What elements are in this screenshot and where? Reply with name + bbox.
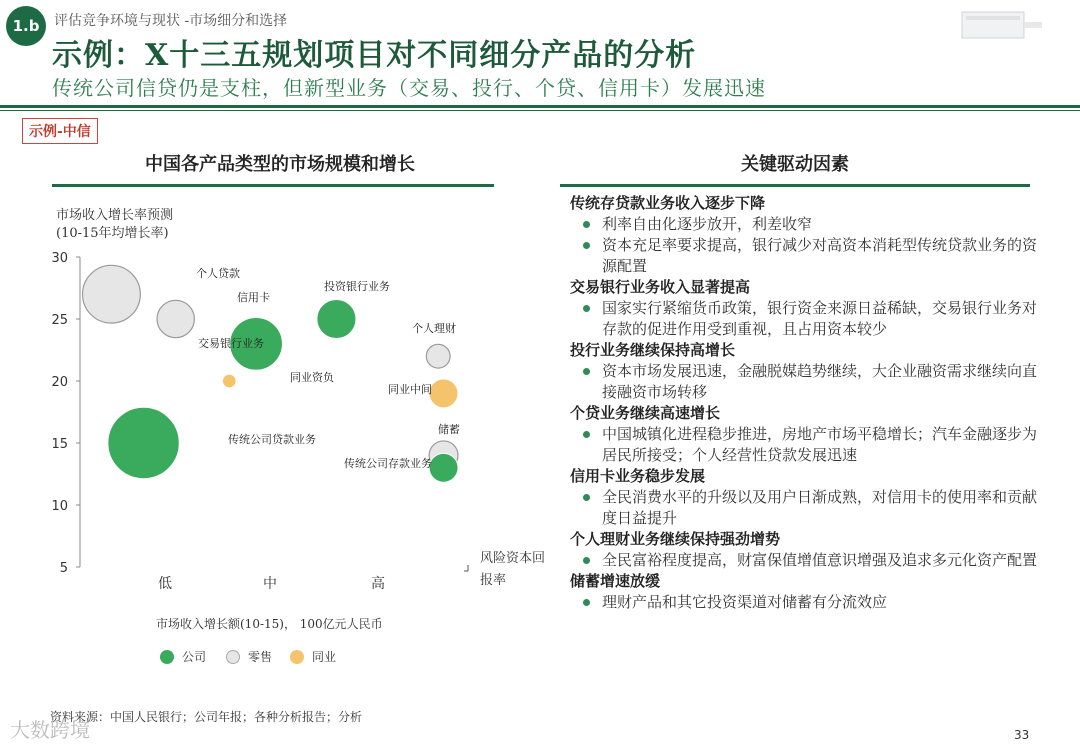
bubble (83, 265, 141, 323)
drivers-heading-rule (560, 184, 1030, 187)
logo-icon (960, 8, 1044, 42)
example-tag: 示例-中信 (22, 118, 98, 144)
x-tick-label: 低 (158, 576, 172, 592)
bubble-label: 个人贷款 (196, 267, 240, 280)
legend-label: 零售 (248, 650, 273, 664)
y-axis-label: 市场收入增长率预测 (56, 208, 174, 223)
y-tick-label: 30 (51, 251, 68, 266)
driver-bullet: 理财产品和其它投资渠道对储蓄有分流效应 (570, 592, 1040, 613)
legend-dot-icon (160, 650, 174, 664)
legend-label: 公司 (182, 650, 207, 664)
driver-bullet: 中国城镇化进程稳步推进，房地产市场平稳增长；汽车金融逐步为居民所接受；个人经营性贷款发展迅速 (570, 424, 1040, 466)
x-tick-label: 中 (263, 576, 277, 592)
header-divider-thin (0, 110, 1080, 111)
driver-heading: 信用卡业务稳步发展 (570, 467, 706, 485)
driver-heading: 传统存贷款业务收入逐步下降 (570, 194, 766, 212)
bubble-label: 传统公司贷款业务 (228, 433, 316, 446)
chart-heading: 中国各产品类型的市场规模和增长 (145, 154, 415, 175)
drivers-heading: 关键驱动因素 (741, 154, 849, 175)
bubble (426, 344, 450, 368)
bubble (108, 407, 179, 478)
legend-dot-icon (290, 650, 304, 664)
section-badge: 1.b (6, 6, 46, 46)
drivers-list (570, 193, 1040, 613)
driver-heading: 投行业务继续保持高增长 (570, 341, 736, 359)
y-axis-sublabel: (10-15年均增长率) (56, 226, 169, 241)
driver-heading: 个贷业务继续高速增长 (570, 404, 721, 422)
driver-bullet: 国家实行紧缩货币政策，银行资金来源日益稀缺，交易银行业务对存款的促进作用受到重视，且占用资本较少 (570, 298, 1040, 340)
y-tick-label: 25 (51, 313, 68, 328)
bubble (222, 374, 236, 388)
y-tick-label: 5 (59, 561, 68, 576)
header-divider (0, 105, 1080, 108)
driver-heading: 交易银行业务收入显著提高 (570, 278, 751, 296)
bubble (429, 379, 458, 408)
bubble-label: 信用卡 (237, 291, 270, 304)
legend-item-retail (226, 648, 272, 665)
bubble-chart (0, 195, 540, 605)
driver-bullet: 全民消费水平的升级以及用户日渐成熟，对信用卡的使用率和贡献度日益提升 (570, 487, 1040, 529)
legend-item-corporate (160, 648, 206, 665)
page-title: 示例：X十三五规划项目对不同细分产品的分析 (52, 38, 697, 73)
bubble-label: 投资银行业务 (324, 280, 390, 293)
legend-dot-icon (226, 650, 240, 664)
breadcrumb: 评估竞争环境与现状 -市场细分和选择 (54, 13, 288, 29)
page-subtitle: 传统公司信贷仍是支柱，但新型业务（交易、投行、个贷、信用卡）发展迅速 (52, 76, 766, 100)
bubble (317, 299, 356, 338)
bubble-label: 同业中间 (388, 383, 432, 396)
bubble (157, 300, 194, 337)
x-axis-label: 风险资本回报率 (480, 551, 546, 588)
driver-bullet: 全民富裕程度提高，财富保值增值意识增强及追求多元化资产配置 (570, 550, 1040, 571)
driver-heading: 储蓄增速放缓 (570, 572, 661, 590)
bubble (429, 453, 458, 482)
source-note: 资料来源：中国人民银行；公司年报；各种分析报告；分析 (50, 710, 363, 724)
driver-bullet: 资本市场发展迅速，金融脱媒趋势继续，大企业融资需求继续向直接融资市场转移 (570, 361, 1040, 403)
driver-bullet: 利率自由化逐步放开，利差收窄 (570, 214, 1040, 235)
driver-bullet: 资本充足率要求提高，银行减少对高资本消耗型传统贷款业务的资源配置 (570, 235, 1040, 277)
x-tick-label: 高 (371, 576, 385, 592)
legend-size-label: 市场收入增长额(10-15)， 100亿元人民币 (156, 617, 383, 631)
bubble-label: 个人理财 (412, 322, 456, 335)
chart-heading-rule (52, 184, 494, 187)
legend-item-interbank (290, 648, 336, 665)
watermark: 大数跨境 (10, 718, 90, 742)
bubble-label: 同业资负 (290, 371, 334, 384)
legend-label: 同业 (312, 650, 337, 664)
bubble-label: 储蓄 (438, 423, 460, 436)
driver-heading: 个人理财业务继续保持强劲增势 (570, 530, 781, 548)
bubble-label: 传统公司存款业务 (344, 457, 432, 470)
y-tick-label: 10 (51, 499, 68, 514)
y-tick-label: 20 (51, 375, 68, 390)
y-tick-label: 15 (51, 437, 68, 452)
page-number: 33 (1014, 728, 1030, 742)
bubble-label: 交易银行业务 (198, 337, 264, 350)
